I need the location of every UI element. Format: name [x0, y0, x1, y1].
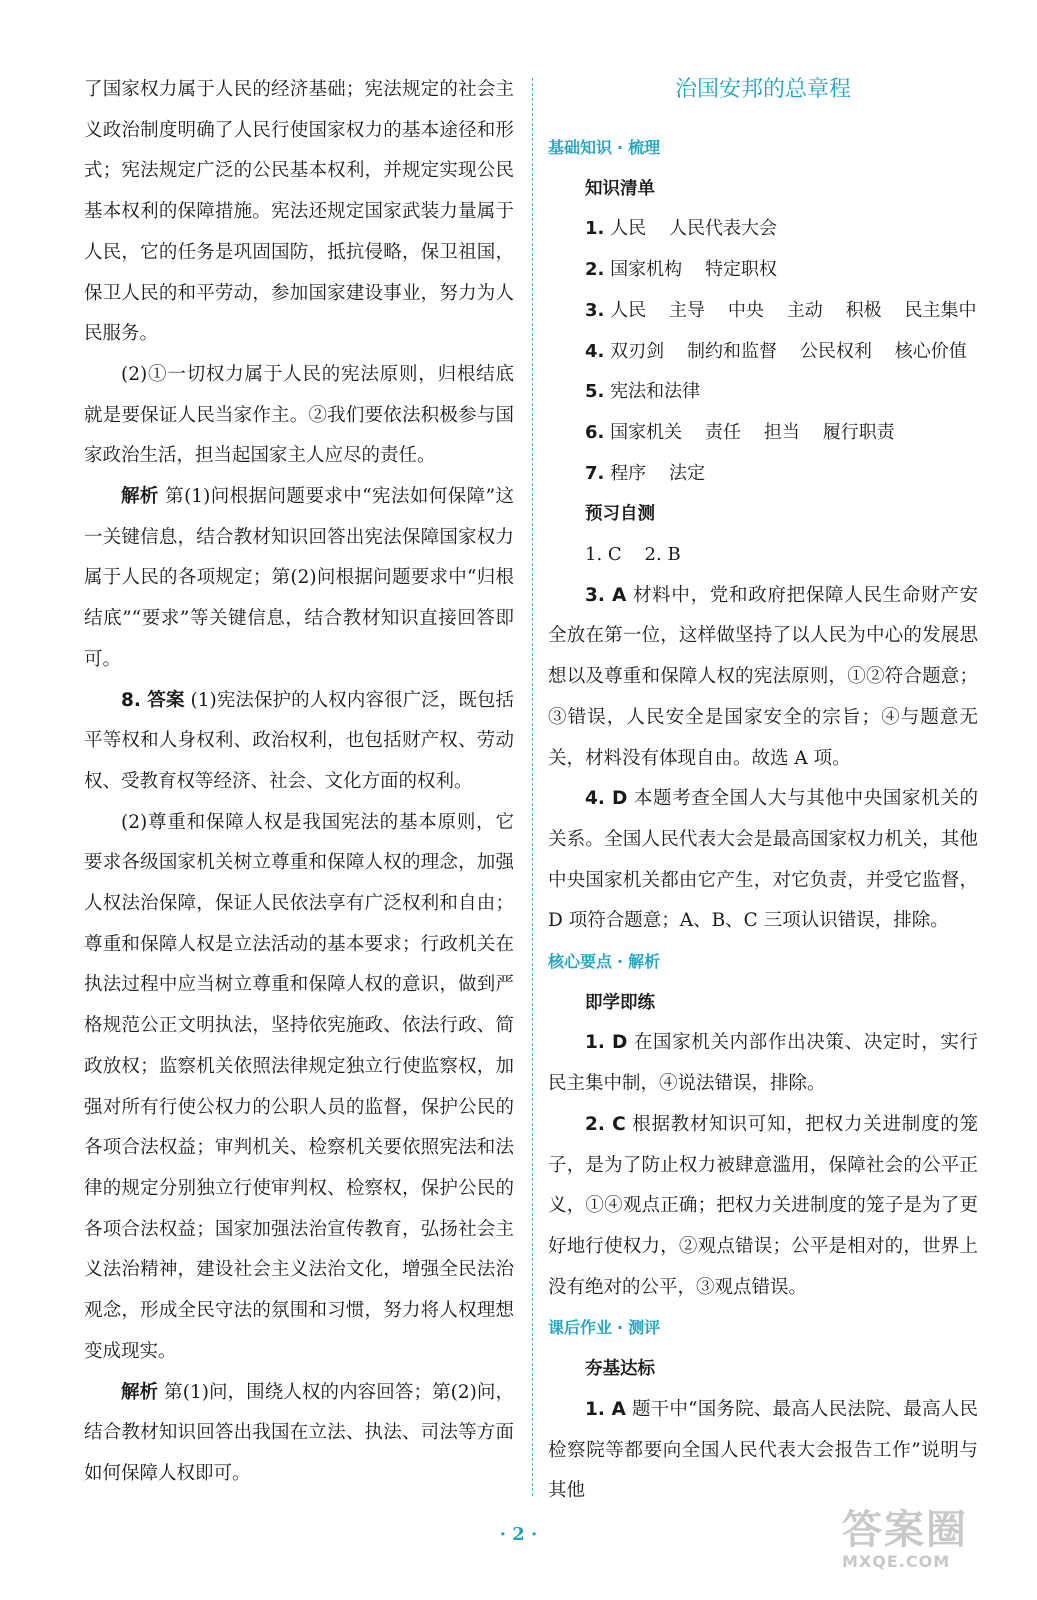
list-item: 5. 宪法和法律 [585, 381, 701, 403]
section-heading: 基础知识 · 梳理 [548, 138, 661, 157]
paragraph: 了国家权力属于人民的经济基础；宪法规定的社会主义政治制度明确了人民行使国家权力的基本途径和形式；宪法规定广泛的公民基本权利，并规定实现公民基本权利的保障措施。宪法还规定国家武装力量属于人民，它的任务是巩固国防，抵抗侵略，保卫祖国，保卫人民的和平劳动，参加国家建设事业，努力为人民服务。 [84, 79, 514, 345]
answer-paragraph: 4. D 本题考查全国人大与其他中央国家机关的关系。全国人民代表大会是最高国家权力机关，其他中央国家机关都由它产生，对它负责，并受它监督，D 项符合题意；A、B、C 三项认识错误，排除。 [548, 788, 978, 932]
analysis-text: 第(1)问，围绕人权的内容回答；第(2)问，结合教材知识回答出我国在立法、执法、司法等方面如何保障人权即可。 [84, 1381, 514, 1484]
left-column [84, 70, 514, 1495]
list-item: 2. 国家机构 特定职权 [585, 259, 777, 281]
analysis-label: 解析 [121, 486, 159, 508]
subsection-heading: 夯基达标 [585, 1359, 655, 1380]
page-number: · 2 · [499, 1524, 538, 1545]
subsection-heading: 即学即练 [585, 992, 655, 1013]
answer-line: 1. C 2. B [585, 544, 681, 566]
answer-text: (1)宪法保护的人权内容很广泛，既包括平等权和人身权利、政治权利，也包括财产权、劳动权、受教育权等经济、社会、文化方面的权利。 [84, 689, 514, 792]
answer-paragraph: 1. A 题干中“国务院、最高人民法院、最高人民检察院等都要向全国人民代表大会报告工作”说明与其他 [548, 1398, 978, 1502]
right-column [548, 70, 978, 1512]
analysis-label: 解析 [121, 1381, 159, 1403]
column-divider [532, 78, 533, 1496]
list-item: 1. 人民 人民代表大会 [585, 218, 777, 240]
analysis-text: 第(1)问根据问题要求中“宪法如何保障”这一关键信息，结合教材知识回答出宪法保障国家权力属于人民的各项规定；第(2)问根据问题要求中“归根结底”“要求”等关键信息，结合教材知识直接回答即可。 [84, 486, 514, 670]
answer-label: 8. 答案 [121, 689, 185, 711]
list-item: 6. 国家机关 责任 担当 履行职责 [585, 421, 895, 443]
list-item: 3. 人民 主导 中央 主动 积极 民主集中 [585, 299, 977, 321]
answer-paragraph: 1. D 在国家机关内部作出决策、决定时，实行民主集中制，④说法错误，排除。 [548, 1032, 978, 1095]
section-heading: 核心要点 · 解析 [548, 952, 661, 972]
analysis-paragraph [84, 477, 514, 681]
subsection-heading: 知识清单 [585, 178, 655, 199]
analysis-paragraph [84, 1373, 514, 1495]
answer-paragraph: 3. A 材料中，党和政府把保障人民生命财产安全放在第一位，这样做坚持了以人民为中心的发展思想以及尊重和保障人权的宪法原则，①②符合题意；③错误，人民安全是国家安全的宗旨；④与题意无关，材料没有体现自由。故选 A 项。 [548, 584, 978, 769]
answer-paragraph [84, 681, 514, 803]
subsection-heading: 预习自测 [585, 504, 655, 525]
paragraph: (2)尊重和保障人权是我国宪法的基本原则，它要求各级国家机关树立尊重和保障人权的理念，加强人权法治保障，保证人民依法享有广泛权利和自由；尊重和保障人权是立法活动的基本要求；行政机关在执法过程中应当树立尊重和保障人权的意识，做到严格规范公正文明执法，坚持依宪施政、依法行政、简政放权；监察机关依照法律规定独立行使监察权，加强对所有行使公权力的公职人员的监督，保护公民的各项合法权益；审判机关、检察机关要依照宪法和法律的规定分别独立行使审判权、检察权，保护公民的各项合法权益；国家加强法治宣传教育，弘扬社会主义法治精神，建设社会主义法治文化，增强全民法治观念，形成全民守法的氛围和习惯，努力将人权理想变成现实。 [84, 811, 514, 1362]
list-item: 7. 程序 法定 [585, 462, 705, 484]
chapter-title: 治国安邦的总章程 [674, 77, 851, 102]
section-heading: 课后作业 · 测评 [548, 1318, 661, 1338]
watermark-logo: 答案圈 MXQE.COM [842, 1507, 968, 1571]
list-item: 4. 双刃剑 制约和监督 公民权利 核心价值 [585, 340, 967, 362]
answer-paragraph: 2. C 根据教材知识可知，把权力关进制度的笼子，是为了防止权力被肆意滥用，保障社会的公平正义，①④观点正确；把权力关进制度的笼子是为了更好地行使权力，②观点错误；公平是相对的，世界上没有绝对的公平，③观点错误。 [548, 1113, 978, 1298]
paragraph: (2)①一切权力属于人民的宪法原则，归根结底就是要保证人民当家作主。②我们要依法积极参与国家政治生活，担当起国家主人应尽的责任。 [84, 363, 514, 467]
